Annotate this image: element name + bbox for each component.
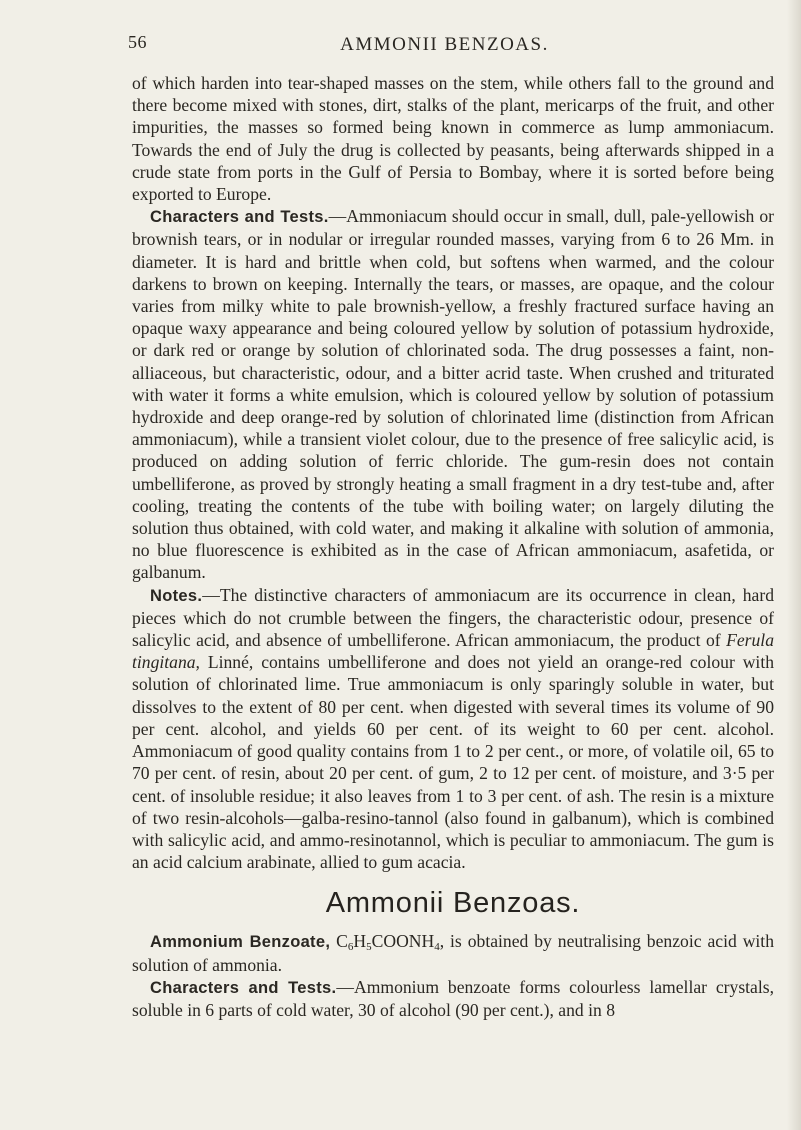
page-body: [132, 72, 774, 1021]
paragraph-characters-and-tests: Characters and Tests.—Ammoniacum should occur in small, dull, pale-yellowish or brownish tears, or in nodular or irregular rounded masses, varying from 6 to 26 Mm. in diameter. It is hard and brittle when cold, but softens when warmed, and the colour darkens to brown on keeping. Internally the tears, or masses, are opaque, and the colour varies from milky white to pale brownish-yellow, a freshly fractured surface having an opaque waxy appearance and being coloured yellow by solution of potassium hydroxide, or dark red or orange by solution of chlorinated soda. The drug possesses a faint, non-alliaceous, but characteristic, odour, and a bitter acrid taste. When crushed and triturated with water it forms a white emulsion, which is coloured yellow by solution of potassium hydroxide and deep orange-red by solution of chlorinated lime (distinction from African ammoniacum), while a transient violet colour, due to the presence of free salicylic acid, is produced on adding solution of ferric chloride. The gum-resin does not contain umbelliferone, as proved by strongly heating a small fragment in a dry test-tube and, after cooling, treating the contents of the tube with boiling water; on largely diluting the solution thus obtained, with cold water, and making it alkaline with solution of ammonia, no blue fluorescence is exhibited as in the case of African ammoniacum, asafetida, or galbanum.: [132, 206, 774, 583]
chemical-formula: $C_6H_5COONH_4$: [336, 931, 440, 954]
page-header: [128, 32, 761, 62]
section-heading: Ammonii Benzoas.: [325, 887, 581, 920]
paragraph-characters-and-tests-2: Characters and Tests.—Ammonium benzoate forms colourless lamellar crystals, soluble in 6 parts of cold water, 30 of alcohol (90 per cent.), and in 8: [132, 976, 774, 1020]
species-name: Ferula tingitana,: [132, 630, 774, 673]
run-in-heading: Ammonium Benzoate,: [150, 933, 331, 952]
running-head: AMMONII BENZOAS.: [340, 34, 549, 55]
page-edge-shadow: [787, 0, 801, 1130]
run-in-heading: Characters and Tests.: [150, 208, 329, 227]
paragraph-notes: Notes.—The distinctive characters of ammoniacum are its occurrence in clean, hard pieces which do not crumble between the fingers, the characteristic odour, presence of salicylic acid, and absence of umbelliferone. African ammoniacum, the product of Ferula tingitana, Linné, contains umbelliferone and does not yield an orange-red colour with solution of chlorinated lime. True ammoniacum is only sparingly soluble in water, but dissolves to the extent of 80 per cent. when digested with several times its volume of 90 per cent. alcohol, and yields 60 per cent. of its weight to 60 per cent. alcohol. Ammoniacum of good quality contains from 1 to 2 per cent., or more, of volatile oil, 65 to 70 per cent. of resin, about 20 per cent. of gum, 2 to 12 per cent. of moisture, and 3·5 per cent. of insoluble residue; it also leaves from 1 to 3 per cent. of ash. The resin is a mixture of two resin-alcohols—galba-resino-tannol (also found in galbanum), which is combined with salicylic acid, and ammo-resinotannol, which is peculiar to ammoniacum. The gum is an acid calcium arabinate, allied to gum acacia.: [132, 584, 774, 873]
paragraph-definition: Ammonium Benzoate, $C_6H_5COONH_4$, is obtained by neutralising benzoic acid with solution of ammonia.: [132, 931, 774, 975]
run-in-heading: Characters and Tests.: [150, 978, 337, 997]
paragraph-collection: of which harden into tear-shaped masses on the stem, while others fall to the ground and there become mixed with stones, dirt, stalks of the plant, mericarps of the fruit, and other impurities, the masses so formed being known in commerce as lump ammoniacum. Towards the end of July the drug is collected by peasants, being afterwards shipped in a crude state from ports in the Gulf of Persia to Bombay, where it is sorted before being exported to Europe.: [132, 73, 774, 205]
run-in-heading: Notes.: [150, 586, 203, 605]
page-number: 56: [128, 32, 147, 52]
